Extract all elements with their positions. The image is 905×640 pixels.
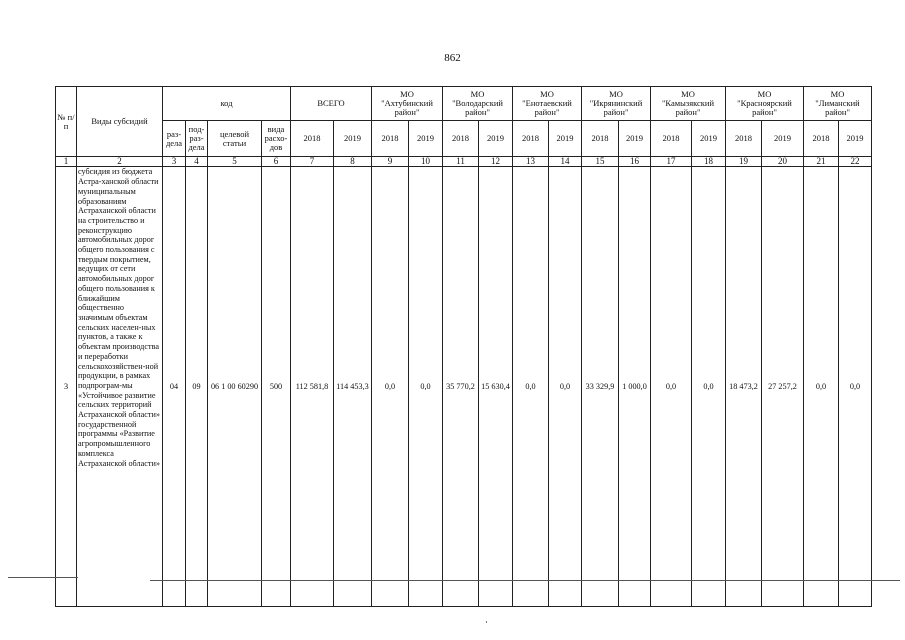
column-number: 18	[692, 157, 726, 167]
col-header-razdel: раз-дела	[163, 121, 186, 157]
col-header-subsidy-type: Виды субсидий	[77, 87, 163, 157]
column-number: 10	[409, 157, 443, 167]
value-cell: 0,0	[409, 167, 443, 607]
year-header: 2019	[334, 121, 372, 157]
column-number: 15	[582, 157, 619, 167]
page-cut-line	[8, 577, 78, 578]
column-number: 2	[77, 157, 163, 167]
year-header: 2018	[804, 121, 839, 157]
column-number: 19	[726, 157, 762, 167]
page-cut-line	[150, 580, 900, 581]
region-header: МО "Икрянинский район"	[582, 87, 651, 121]
subsidy-table	[55, 86, 872, 607]
year-header: 2018	[726, 121, 762, 157]
region-header: МО "Камызякский район"	[651, 87, 726, 121]
col-header-kod: код	[163, 87, 291, 121]
value-cell: 0,0	[513, 167, 549, 607]
col-header-num: № п/п	[56, 87, 77, 157]
column-number: 8	[334, 157, 372, 167]
year-header: 2018	[372, 121, 409, 157]
year-header: 2019	[409, 121, 443, 157]
value-cell: 0,0	[372, 167, 409, 607]
table-row	[56, 167, 872, 607]
razdel-code: 04	[163, 167, 186, 607]
year-header: 2019	[549, 121, 582, 157]
column-number: 7	[291, 157, 334, 167]
podrazdel-code: 09	[186, 167, 208, 607]
region-header: МО "Красноярский район"	[726, 87, 804, 121]
year-header: 2019	[692, 121, 726, 157]
vid-code: 500	[262, 167, 291, 607]
year-header: 2019	[619, 121, 651, 157]
value-cell: 1 000,0	[619, 167, 651, 607]
column-number: 9	[372, 157, 409, 167]
value-cell: 18 473,2	[726, 167, 762, 607]
value-cell: 15 630,4	[479, 167, 513, 607]
page-number: 862	[444, 52, 461, 64]
column-number: 20	[762, 157, 804, 167]
column-number: 21	[804, 157, 839, 167]
column-number: 13	[513, 157, 549, 167]
value-cell: 0,0	[651, 167, 692, 607]
column-number: 1	[56, 157, 77, 167]
year-header: 2018	[651, 121, 692, 157]
total-2018: 112 581,8	[291, 167, 334, 607]
column-number: 11	[443, 157, 479, 167]
value-cell: 35 770,2	[443, 167, 479, 607]
year-header: 2018	[513, 121, 549, 157]
column-number: 17	[651, 157, 692, 167]
region-header: МО "Лиманский район"	[804, 87, 872, 121]
year-header: 2018	[582, 121, 619, 157]
year-header: 2018	[291, 121, 334, 157]
region-header: МО "Ахтубинский район"	[372, 87, 443, 121]
year-header: 2019	[479, 121, 513, 157]
value-cell: 33 329,9	[582, 167, 619, 607]
total-2019: 114 453,3	[334, 167, 372, 607]
region-header: МО "Енотаевский район"	[513, 87, 582, 121]
value-cell: 27 257,2	[762, 167, 804, 607]
year-header: 2018	[443, 121, 479, 157]
year-header: 2019	[762, 121, 804, 157]
column-number: 12	[479, 157, 513, 167]
year-header: 2019	[839, 121, 872, 157]
column-number: 14	[549, 157, 582, 167]
column-number: 3	[163, 157, 186, 167]
value-cell: 0,0	[692, 167, 726, 607]
tselevaya-code: 06 1 00 60290	[208, 167, 262, 607]
column-number: 16	[619, 157, 651, 167]
row-number: 3	[56, 167, 77, 607]
column-number: 6	[262, 157, 291, 167]
value-cell: 0,0	[804, 167, 839, 607]
column-number: 5	[208, 157, 262, 167]
col-header-total: ВСЕГО	[291, 87, 372, 121]
col-header-podrazdel: под-раз-дела	[186, 121, 208, 157]
column-number: 4	[186, 157, 208, 167]
value-cell: 0,0	[549, 167, 582, 607]
column-number: 22	[839, 157, 872, 167]
region-header: МО "Володарский район"	[443, 87, 513, 121]
value-cell: 0,0	[839, 167, 872, 607]
scan-mark	[486, 621, 487, 623]
col-header-tselevaya: целевой статьи	[208, 121, 262, 157]
subsidy-description: субсидия из бюджета Астра-ханской области муниципальным образованиям Астраханской области на строительство и реконструкцию автомобильных дорог общего пользования с твердым покрытием, ведущих от сети автомобильных дорог общего пользования к ближайшим общественно значимым объектам сельских населен-ных пунктов, а также к объектам производства и переработки сельскохозяйствен-ной продукции, в рамках подпрограм-мы «Устойчивое развитие сельских территорий Астраханской области» государственной программы «Развитие агропромышленного комплекса Астраханской области»	[77, 167, 163, 607]
col-header-vid: вида расхо-дов	[262, 121, 291, 157]
